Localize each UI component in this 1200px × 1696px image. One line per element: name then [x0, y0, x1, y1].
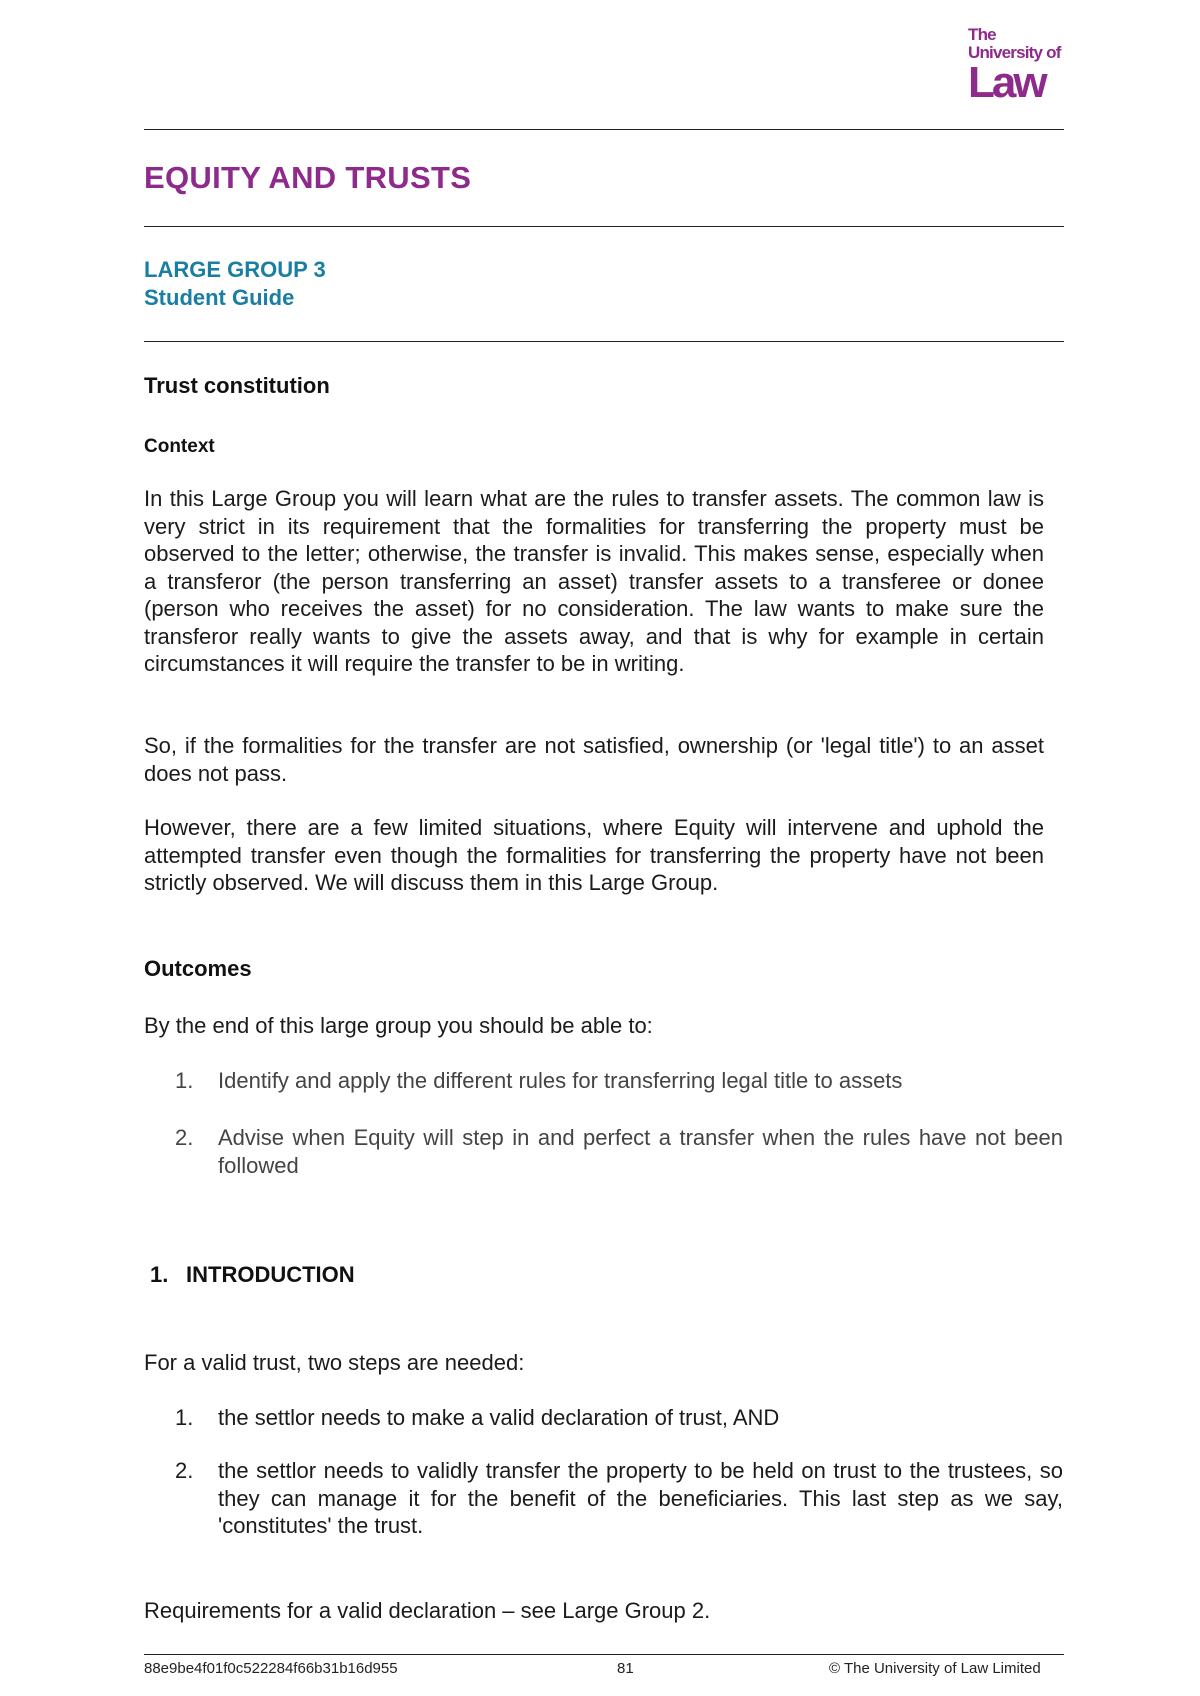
logo-line-the: The [968, 25, 996, 44]
outcomes-heading: Outcomes [144, 956, 252, 981]
introduction-item [175, 1404, 1063, 1432]
list-text: the settlor needs to validly transfer the property to be held on trust to the trustees, so they can manage it for the benefit of the beneficiaries. This last step as we say, 'constitutes' the trust. [218, 1458, 1063, 1538]
list-text: Advise when Equity will step in and perfect a transfer when the rules have not been followed [218, 1125, 1063, 1178]
list-number: 1. [175, 1405, 194, 1430]
section-number: 1. [150, 1262, 169, 1287]
context-heading: Context [144, 436, 215, 457]
list-text: Identify and apply the different rules for transferring legal title to assets [218, 1068, 903, 1093]
large-group-label: LARGE GROUP 3 [144, 257, 326, 282]
logo-line-university: University of [968, 43, 1061, 62]
divider-top [144, 129, 1064, 130]
student-guide-label: Student Guide [144, 285, 295, 310]
list-number: 2. [175, 1458, 194, 1483]
context-paragraph-2: So, if the formalities for the transfer are not satisfied, ownership (or 'legal title') to an asset does not pass. [144, 733, 1044, 786]
footer-document-code: 88e9be4f01f0c522284f66b31b16d955 [144, 1660, 398, 1677]
introduction-paragraph-2: Requirements for a valid declaration – see Large Group 2. [144, 1598, 711, 1623]
university-logo [968, 25, 1063, 107]
outcome-item [175, 1124, 1063, 1179]
section-heading-trust-constitution: Trust constitution [144, 373, 330, 398]
page-number: 81 [617, 1660, 634, 1677]
context-paragraph-3: However, there are a few limited situations, where Equity will intervene and uphold the attempted transfer even though the formalities for transferring the property have not been strictly observed. We will discuss them in this Large Group. [144, 815, 1044, 895]
section-title: INTRODUCTION [186, 1262, 355, 1287]
introduction-heading [150, 1262, 355, 1288]
introduction-item [175, 1457, 1063, 1540]
divider-after-subtitle [144, 341, 1064, 342]
list-number: 2. [175, 1125, 194, 1150]
list-text: the settlor needs to make a valid declaration of trust, AND [218, 1405, 780, 1430]
document-title: EQUITY AND TRUSTS [144, 160, 472, 195]
divider-footer [144, 1654, 1064, 1655]
footer-copyright: © The University of Law Limited [829, 1660, 1041, 1677]
list-number: 1. [175, 1068, 194, 1093]
introduction-paragraph-1: For a valid trust, two steps are needed: [144, 1350, 525, 1375]
outcome-item [175, 1067, 1063, 1095]
logo-line-law: Law [968, 58, 1045, 107]
divider-after-title [144, 226, 1064, 227]
outcomes-intro: By the end of this large group you should be able to: [144, 1013, 653, 1038]
context-paragraph-1: In this Large Group you will learn what are the rules to transfer assets. The common law is very strict in its requirement that the formalities for transferring the property must be observed to the letter; otherwise, the transfer is invalid. This makes sense, especially when a transferor (the person transferring an asset) transfer assets to a transferee or donee (person who receives the asset) for no consideration. The law wants to make sure the transferor really wants to give the assets away, and that is why for example in certain circumstances it will require the transfer to be in writing. [144, 486, 1044, 676]
